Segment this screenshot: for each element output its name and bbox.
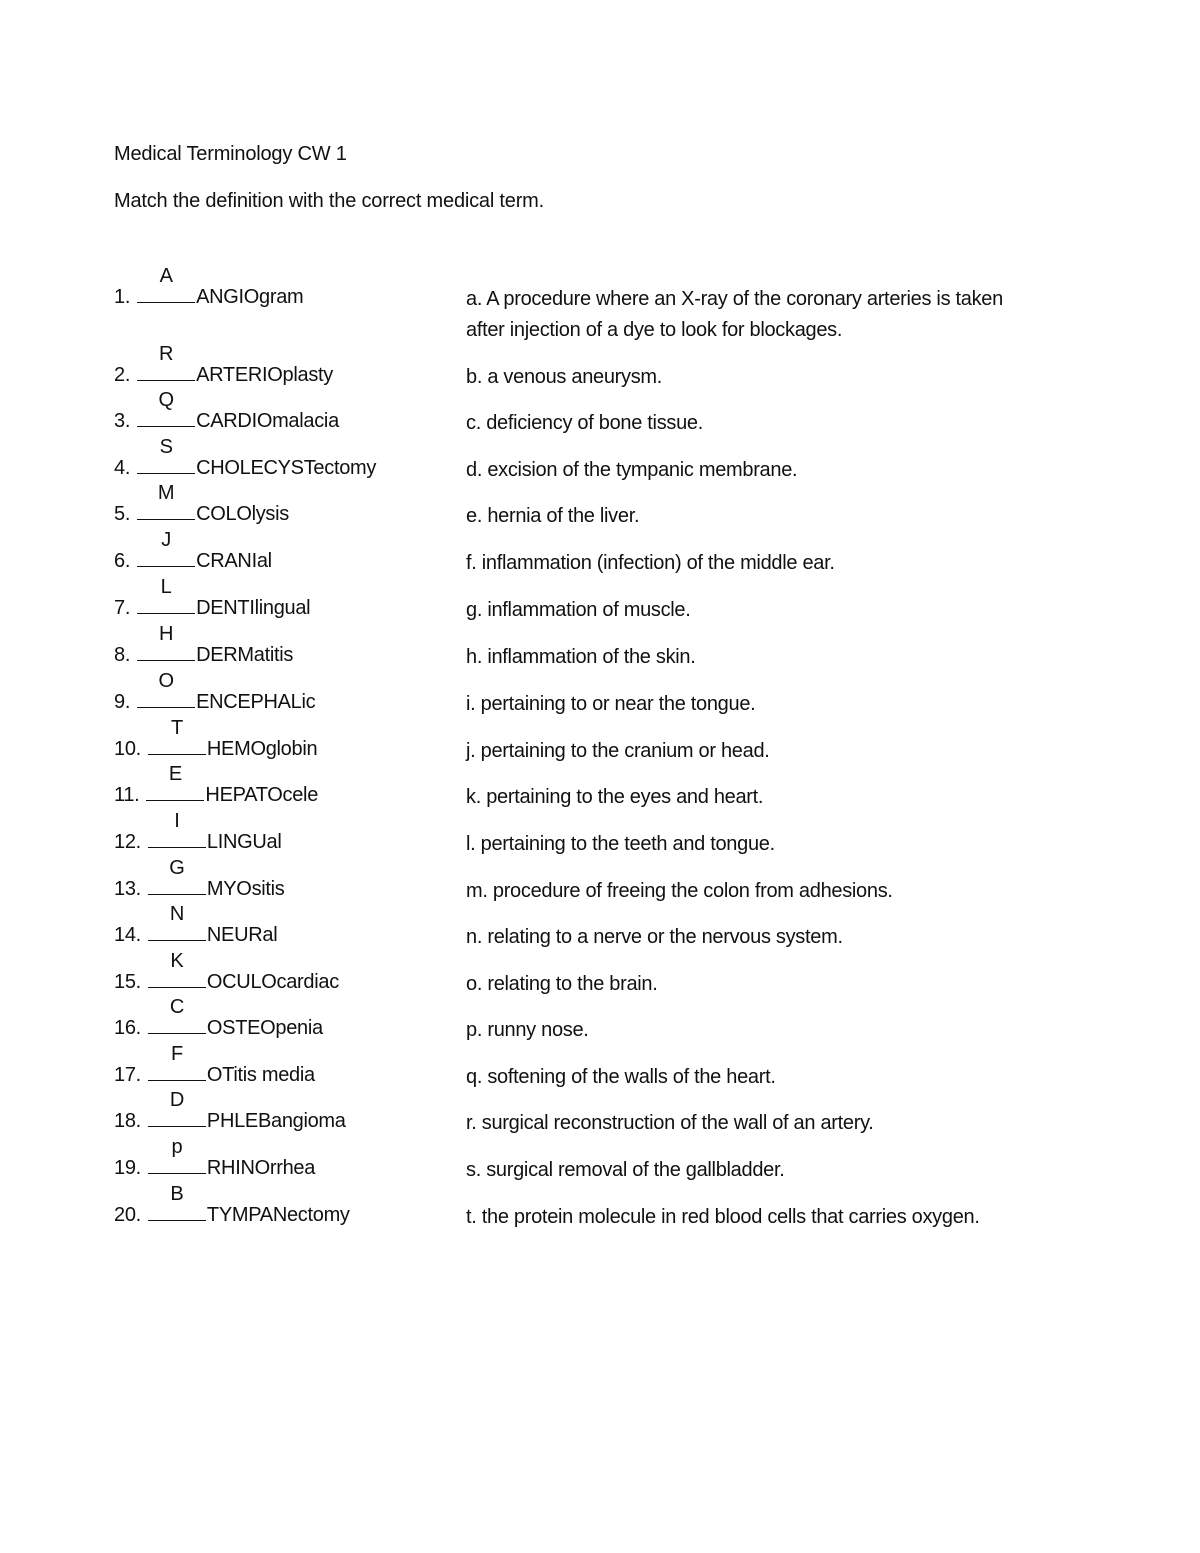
term-entry — [114, 1183, 350, 1227]
term-entry — [114, 623, 294, 667]
term-entry — [114, 1043, 315, 1087]
definition — [466, 1202, 980, 1233]
definition — [466, 1062, 776, 1093]
answer-blank[interactable] — [148, 810, 206, 848]
answer-blank[interactable] — [137, 389, 195, 427]
handwritten-answer: R — [159, 343, 174, 365]
handwritten-answer: O — [158, 670, 174, 692]
medical-term: NEURal — [206, 924, 278, 946]
medical-term: TYMPANectomy — [206, 1204, 350, 1226]
medical-term: CHOLECYSTectomy — [196, 457, 377, 479]
item-number: 18. — [114, 1110, 141, 1132]
definition — [466, 922, 843, 953]
medical-term: OTitis media — [206, 1064, 315, 1086]
medical-term: OSTEOpenia — [206, 1017, 323, 1039]
term-entry — [114, 950, 339, 994]
item-number: 13. — [114, 878, 141, 900]
item-number: 12. — [114, 831, 141, 853]
answer-blank[interactable] — [148, 1183, 206, 1221]
definition-text: h. inflammation of the skin. — [466, 646, 696, 668]
definition-text: g. inflammation of muscle. — [466, 599, 691, 621]
item-number: 7. — [114, 597, 131, 619]
medical-term: MYOsitis — [206, 878, 285, 900]
term-entry — [114, 265, 304, 309]
handwritten-answer: J — [161, 529, 171, 551]
handwritten-answer: L — [160, 576, 172, 598]
definition — [466, 642, 696, 673]
definition-text: q. softening of the walls of the heart. — [466, 1066, 776, 1088]
medical-term: OCULOcardiac — [206, 971, 339, 993]
definition-text: p. runny nose. — [466, 1019, 589, 1041]
medical-term: DENTIlingual — [196, 597, 311, 619]
definition — [466, 1155, 784, 1186]
handwritten-answer: M — [157, 482, 175, 504]
answer-blank[interactable] — [148, 903, 206, 941]
definition-text: j. pertaining to the cranium or head. — [466, 740, 770, 762]
term-entry — [114, 576, 311, 620]
answer-blank[interactable] — [148, 1089, 206, 1127]
definition — [466, 548, 835, 579]
handwritten-answer: I — [174, 810, 180, 832]
answer-blank[interactable] — [148, 1136, 206, 1174]
definition-text: e. hernia of the liver. — [466, 505, 640, 527]
term-entry — [114, 670, 316, 714]
medical-term: ARTERIOplasty — [196, 364, 333, 386]
medical-term: CRANIal — [196, 550, 272, 572]
definition-text: k. pertaining to the eyes and heart. — [466, 786, 764, 808]
medical-term: HEPATOcele — [205, 784, 319, 806]
handwritten-answer: N — [169, 903, 184, 925]
medical-term: HEMOglobin — [206, 738, 318, 760]
item-number: 4. — [114, 457, 131, 479]
item-number: 20. — [114, 1204, 141, 1226]
definition-text: c. deficiency of bone tissue. — [466, 412, 703, 434]
definition — [466, 736, 770, 767]
term-entry — [114, 1136, 316, 1180]
answer-blank[interactable] — [137, 482, 195, 520]
answer-blank[interactable] — [148, 996, 206, 1034]
item-number: 15. — [114, 971, 141, 993]
definition-text: b. a venous aneurysm. — [466, 366, 663, 388]
medical-term: COLOlysis — [196, 503, 289, 525]
handwritten-answer: G — [169, 857, 185, 879]
term-entry — [114, 389, 339, 433]
term-entry — [114, 529, 272, 573]
list-item — [0, 265, 1200, 341]
definition — [466, 782, 763, 813]
answer-blank[interactable] — [137, 343, 195, 381]
definition — [466, 689, 755, 720]
term-entry — [114, 810, 282, 854]
item-number: 16. — [114, 1017, 141, 1039]
definition-continuation: after injection of a dye to look for blockages. — [466, 319, 843, 341]
definition-text: o. relating to the brain. — [466, 973, 658, 995]
answer-blank[interactable] — [148, 717, 206, 755]
term-entry — [114, 996, 323, 1040]
definition-text: a. A procedure where an X-ray of the coronary arteries is taken — [466, 288, 1003, 310]
handwritten-answer: F — [170, 1043, 183, 1065]
medical-term: PHLEBangioma — [206, 1110, 346, 1132]
term-entry — [114, 482, 289, 526]
item-number: 14. — [114, 924, 141, 946]
definition — [466, 595, 691, 626]
term-entry — [114, 343, 333, 387]
definition — [466, 969, 658, 1000]
answer-blank[interactable] — [148, 950, 206, 988]
handwritten-answer: Q — [158, 389, 174, 411]
definition — [466, 284, 1003, 346]
medical-term: ANGIOgram — [196, 286, 304, 308]
definition — [466, 408, 703, 439]
term-entry — [114, 763, 319, 807]
definition — [466, 362, 662, 393]
handwritten-answer: H — [159, 623, 174, 645]
answer-blank[interactable] — [137, 529, 195, 567]
definition — [466, 876, 893, 907]
term-entry — [114, 717, 318, 761]
item-number: 6. — [114, 550, 131, 572]
handwritten-answer: T — [170, 717, 183, 739]
item-number: 5. — [114, 503, 131, 525]
handwritten-answer: S — [159, 436, 173, 458]
item-number: 1. — [114, 286, 131, 308]
item-number: 8. — [114, 644, 131, 666]
handwritten-answer: B — [170, 1183, 184, 1205]
term-entry — [114, 903, 278, 947]
handwritten-answer: E — [168, 763, 182, 785]
answer-blank[interactable] — [148, 1043, 206, 1081]
definition-text: r. surgical reconstruction of the wall of an artery. — [466, 1112, 874, 1134]
medical-term: RHINOrrhea — [206, 1157, 316, 1179]
definition-text: i. pertaining to or near the tongue. — [466, 693, 756, 715]
handwritten-answer: p — [171, 1136, 183, 1158]
handwritten-answer: D — [169, 1089, 184, 1111]
medical-term: DERMatitis — [196, 644, 294, 666]
medical-term: ENCEPHALic — [196, 691, 316, 713]
answer-blank[interactable] — [137, 670, 195, 708]
list-item — [0, 1183, 1200, 1242]
answer-blank[interactable] — [137, 265, 195, 303]
definition — [466, 1015, 589, 1046]
worksheet-title: Medical Terminology CW 1 — [114, 143, 347, 165]
handwritten-answer: A — [159, 265, 173, 287]
item-number: 9. — [114, 691, 131, 713]
handwritten-answer: K — [170, 950, 184, 972]
definition-text: t. the protein molecule in red blood cells that carries oxygen. — [466, 1206, 980, 1228]
term-entry — [114, 1089, 346, 1133]
term-entry — [114, 857, 285, 901]
definition — [466, 1108, 874, 1139]
definition-text: d. excision of the tympanic membrane. — [466, 459, 798, 481]
definition — [466, 829, 775, 860]
answer-blank[interactable] — [148, 857, 206, 895]
handwritten-answer: C — [169, 996, 184, 1018]
definition-text: l. pertaining to the teeth and tongue. — [466, 833, 775, 855]
definition-text: s. surgical removal of the gallbladder. — [466, 1159, 785, 1181]
definition-text: n. relating to a nerve or the nervous system. — [466, 926, 843, 948]
item-number: 19. — [114, 1157, 141, 1179]
item-number: 3. — [114, 410, 131, 432]
term-entry — [114, 436, 377, 480]
item-number: 2. — [114, 364, 131, 386]
item-number: 11. — [114, 784, 140, 806]
medical-term: LINGUal — [206, 831, 282, 853]
definition — [466, 501, 639, 532]
answer-blank[interactable] — [137, 436, 195, 474]
answer-blank[interactable] — [137, 576, 195, 614]
medical-term: CARDIOmalacia — [196, 410, 339, 432]
item-number: 10. — [114, 738, 141, 760]
definition-text: f. inflammation (infection) of the middle ear. — [466, 552, 835, 574]
worksheet-instructions: Match the definition with the correct medical term. — [114, 190, 544, 212]
answer-blank[interactable] — [146, 763, 204, 801]
definition — [466, 455, 797, 486]
item-number: 17. — [114, 1064, 141, 1086]
answer-blank[interactable] — [137, 623, 195, 661]
definition-text: m. procedure of freeing the colon from adhesions. — [466, 880, 893, 902]
